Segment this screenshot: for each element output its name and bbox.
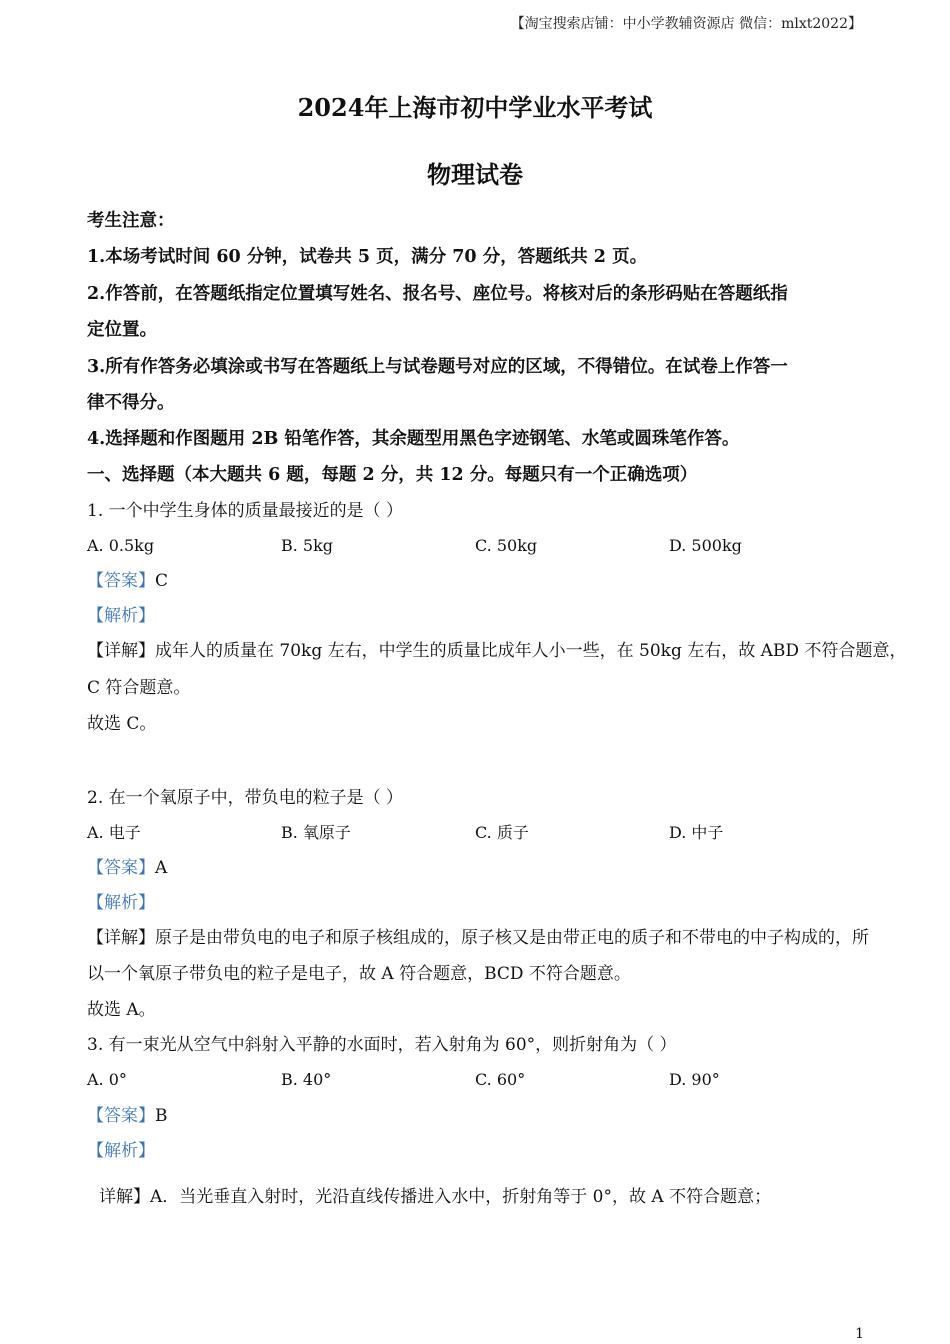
notice-item-3: 3.所有作答务必填涂或书写在答题纸上与试卷题号对应的区域，不得错位。在试卷上作答一 xyxy=(87,357,788,377)
q1-option-b: B. 5kg xyxy=(281,536,334,555)
q2-analysis-label: 【解析】 xyxy=(87,893,155,913)
notice-heading: 考生注意： xyxy=(87,211,175,231)
q3-answer xyxy=(87,1104,168,1128)
answer-label: 【答案】 xyxy=(87,571,155,591)
exam-title: 2024年上海市初中学业水平考试 xyxy=(297,93,653,122)
q2-detail-cont: 以一个氧原子带负电的粒子是电子，故 A 符合题意，BCD 不符合题意。 xyxy=(87,964,631,984)
q1-detail-cont: C 符合题意。 xyxy=(87,678,191,698)
q3-detail-partial: 详解】A．当光垂直入射时，光沿直线传播进入水中，折射角等于 0°，故 A 不符合题意； xyxy=(99,1187,772,1207)
q3-option-a: A. 0° xyxy=(87,1070,127,1089)
notice-item-3-cont: 律不得分。 xyxy=(87,393,175,413)
q3-analysis-label: 【解析】 xyxy=(87,1141,155,1161)
notice-item-2-cont: 定位置。 xyxy=(87,320,157,340)
q2-answer-value: A xyxy=(155,858,168,878)
q2-answer xyxy=(87,856,167,880)
q3-answer-value: B xyxy=(155,1106,168,1126)
notice-item-2: 2.作答前，在答题纸指定位置填写姓名、报名号、座位号。将核对后的条形码贴在答题纸指 xyxy=(87,284,788,304)
q1-detail-text: 成年人的质量在 70kg 左右，中学生的质量比成年人小一些，在 50kg 左右，故 ABD 不符合题意， xyxy=(155,641,907,661)
page-header-watermark: 【淘宝搜索店铺：中小学教辅资源店 微信：mlxt2022】 xyxy=(510,16,862,32)
q1-conclusion: 故选 C。 xyxy=(87,714,157,734)
q2-option-b: B. 氧原子 xyxy=(281,823,351,842)
notice-item-4: 4.选择题和作图题用 2B 铅笔作答，其余题型用黑色字迹钢笔、水笔或圆珠笔作答。 xyxy=(87,429,740,449)
q2-option-c: C. 质子 xyxy=(475,823,529,842)
exam-subtitle: 物理试卷 xyxy=(427,160,523,189)
q2-conclusion: 故选 A。 xyxy=(87,1000,156,1020)
q1-option-c: C. 50kg xyxy=(475,536,538,555)
q1-answer-value: C xyxy=(155,571,169,591)
notice-item-1: 1.本场考试时间 60 分钟，试卷共 5 页，满分 70 分，答题纸共 2 页。 xyxy=(87,247,648,267)
section-heading: 一、选择题（本大题共 6 题，每题 2 分，共 12 分。每题只有一个正确选项） xyxy=(87,465,698,485)
q2-option-a: A. 电子 xyxy=(87,823,141,842)
answer-label: 【答案】 xyxy=(87,1106,155,1126)
q1-answer xyxy=(87,569,168,593)
q1-analysis-label: 【解析】 xyxy=(87,606,155,626)
q2-detail-text: 原子是由带负电的电子和原子核组成的，原子核又是由带正电的质子和不带电的中子构成的，所 xyxy=(155,928,869,948)
answer-label: 【答案】 xyxy=(87,858,155,878)
question-1-stem: 1. 一个中学生身体的质量最接近的是（ ） xyxy=(87,501,404,521)
q1-option-a: A. 0.5kg xyxy=(87,536,155,555)
q3-option-d: D. 90° xyxy=(669,1070,720,1089)
q1-detail xyxy=(87,639,906,663)
q3-option-b: B. 40° xyxy=(281,1070,332,1089)
detail-label: 【详解】 xyxy=(87,928,155,948)
q3-option-c: C. 60° xyxy=(475,1070,526,1089)
question-3-stem: 3. 有一束光从空气中斜射入平静的水面时，若入射角为 60°，则折射角为（ ） xyxy=(87,1035,677,1055)
page-number: 1 xyxy=(855,1326,864,1342)
q2-detail xyxy=(87,926,869,950)
q1-option-d: D. 500kg xyxy=(669,536,742,555)
q2-option-d: D. 中子 xyxy=(669,823,724,842)
question-2-stem: 2. 在一个氧原子中，带负电的粒子是（ ） xyxy=(87,788,404,808)
detail-label: 【详解】 xyxy=(87,641,155,661)
